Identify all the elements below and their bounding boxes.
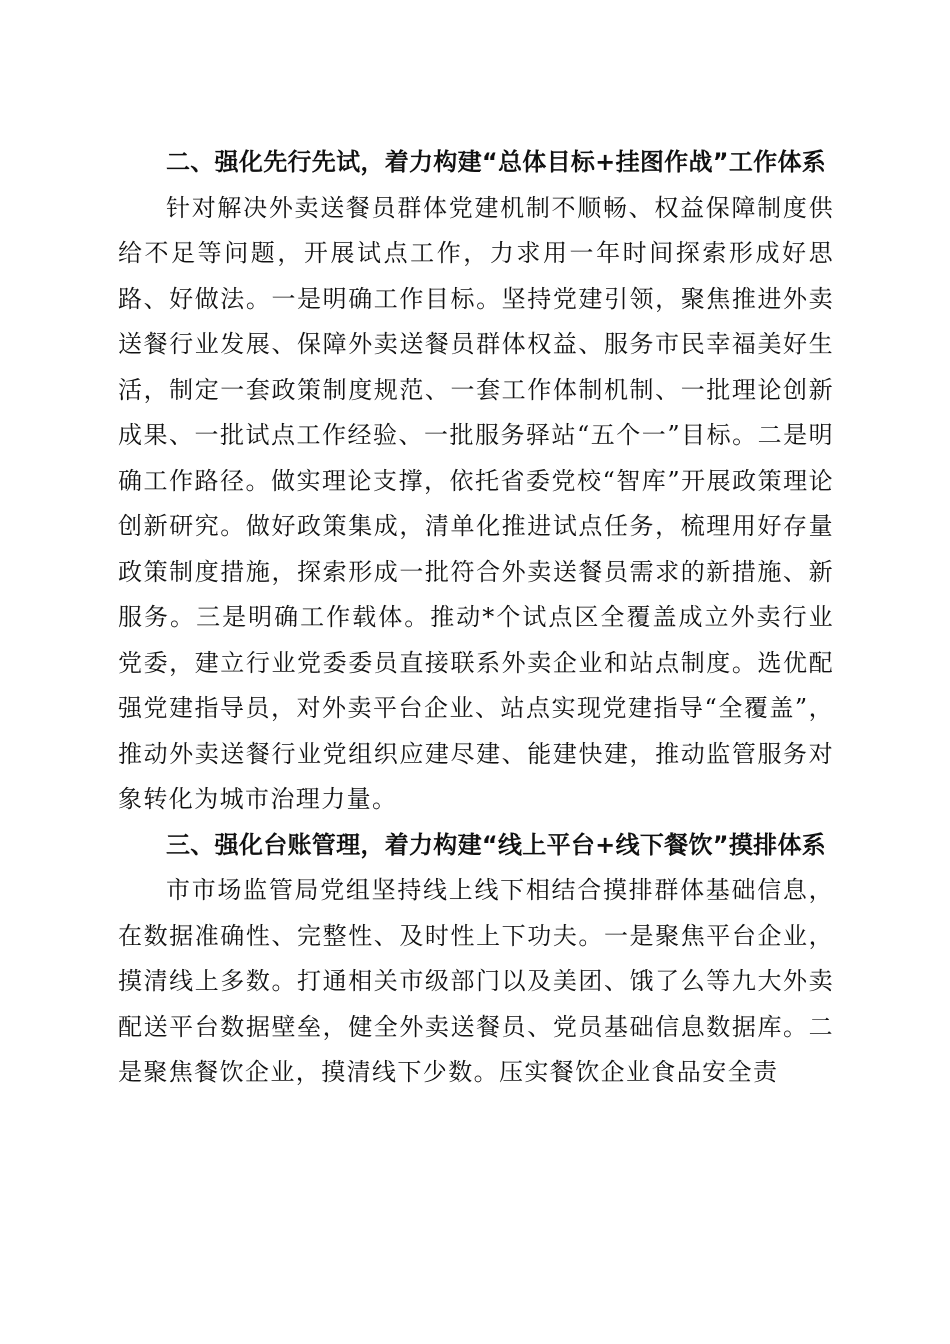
section-2-paragraph: 针对解决外卖送餐员群体党建机制不顺畅、权益保障制度供给不足等问题，开展试点工作，力求用一年时间探索形成好思路、好做法。一是明确工作目标。坚持党建引领，聚焦推进外卖送餐行业发展、保障外卖送餐员群体权益、服务市民幸福美好生活，制定一套政策制度规范、一套工作体制机制、一批理论创新成果、一批试点工作经验、一批服务驿站“五个一”目标。二是明确工作路径。做实理论支撑，依托省委党校“智库”开展政策理论创新研究。做好政策集成，清单化推进试点任务，梳理用好存量政策制度措施，探索形成一批符合外卖送餐员需求的新措施、新服务。三是明确工作载体。推动*个试点区全覆盖成立外卖行业党委，建立行业党委委员直接联系外卖企业和站点制度。选优配强党建指导员，对外卖平台企业、站点实现党建指导“全覆盖”，推动外卖送餐行业党组织应建尽建、能建快建，推动监管服务对象转化为城市治理力量。: [118, 193, 834, 813]
section-3-paragraph: 市市场监管局党组坚持线上线下相结合摸排群体基础信息，在数据准确性、完整性、及时性上下功夫。一是聚焦平台企业，摸清线上多数。打通相关市级部门以及美团、饿了么等九大外卖配送平台数据壁垒，健全外卖送餐员、党员基础信息数据库。二是聚焦餐饮企业，摸清线下少数。压实餐饮企业食品安全责: [118, 876, 834, 1086]
document-body: [118, 140, 834, 1096]
section-2-heading: 二、强化先行先试，着力构建“总体目标+挂图作战”工作体系: [166, 148, 827, 176]
section-3-heading: 三、强化台账管理，着力构建“线上平台+线下餐饮”摸排体系: [166, 830, 827, 859]
